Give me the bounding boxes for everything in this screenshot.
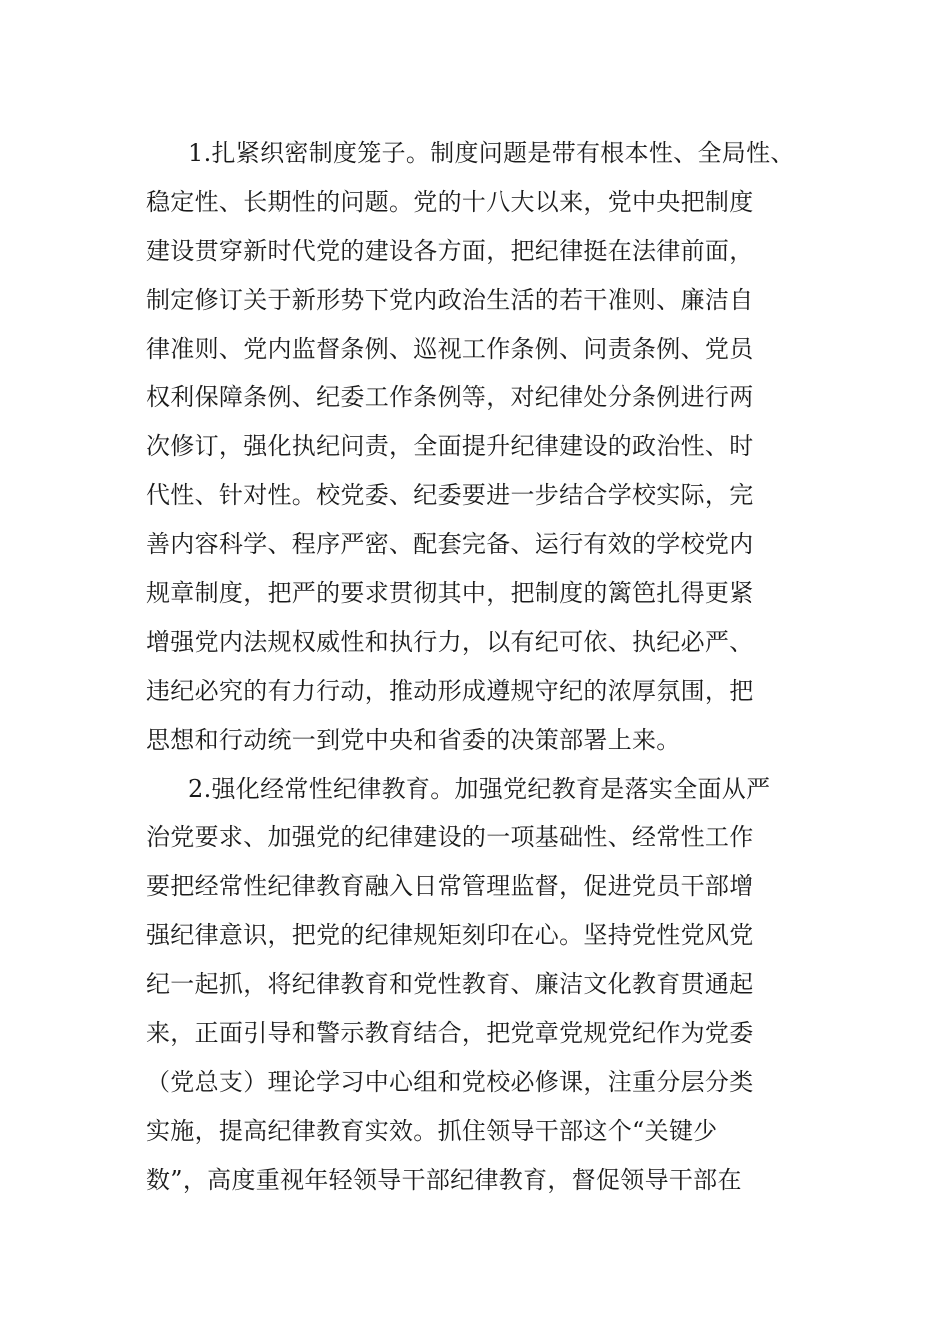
document-body — [146, 129, 826, 1205]
paragraph-1-line-3: 建设贯穿新时代党的建设各方面，把纪律挺在法律前面， — [146, 236, 754, 265]
paragraph-1-line-12: 违纪必究的有力行动，推动形成遵规守纪的浓厚氛围，把 — [146, 676, 754, 705]
paragraph-2-line-4: 强纪律意识，把党的纪律规矩刻印在心。坚持党性党风党 — [146, 921, 754, 950]
paragraph-1-line-5: 律准则、党内监督条例、巡视工作条例、问责条例、党员 — [146, 334, 754, 363]
paragraph-1-line-13: 思想和行动统一到党中央和省委的决策部署上来。 — [146, 725, 681, 754]
paragraph-2-line-8: 实施，提高纪律教育实效。抓住领导干部这个“关键少 — [146, 1116, 718, 1145]
paragraph-1-line-7: 次修订，强化执纪问责，全面提升纪律建设的政治性、时 — [146, 432, 754, 461]
paragraph-1-line-6: 权利保障条例、纪委工作条例等，对纪律处分条例进行两 — [146, 383, 754, 412]
paragraph-1-line-11: 增强党内法规权威性和执行力，以有纪可依、执纪必严、 — [146, 627, 754, 656]
paragraph-1-line-9: 善内容科学、程序严密、配套完备、运行有效的学校党内 — [146, 530, 754, 559]
paragraph-2-line-3: 要把经常性纪律教育融入日常管理监督，促进党员干部增 — [146, 872, 754, 901]
paragraph-1-line-2: 稳定性、长期性的问题。党的十八大以来，党中央把制度 — [146, 187, 754, 216]
paragraph-2-line-6: 来，正面引导和警示教育结合，把党章党规党纪作为党委 — [146, 1019, 754, 1048]
paragraph-1-line-8: 代性、针对性。校党委、纪委要进一步结合学校实际，完 — [146, 481, 754, 510]
paragraph-2-line-2: 治党要求、加强党的纪律建设的一项基础性、经常性工作 — [146, 823, 754, 852]
paragraph-1-line-4: 制定修订关于新形势下党内政治生活的若干准则、廉洁自 — [146, 285, 754, 314]
paragraph-1-line-1: 1.扎紧织密制度笼子。制度问题是带有根本性、全局性、 — [188, 139, 795, 167]
paragraph-2-line-9: 数”，高度重视年轻领导干部纪律教育，督促领导干部在 — [146, 1165, 742, 1194]
paragraph-2-line-5: 纪一起抓，将纪律教育和党性教育、廉洁文化教育贯通起 — [146, 970, 754, 999]
paragraph-2-line-7: （党总支）理论学习中心组和党校必修课，注重分层分类 — [146, 1067, 754, 1096]
paragraph-2-line-1: 2.强化经常性纪律教育。加强党纪教育是落实全面从严 — [188, 774, 771, 803]
paragraph-1-line-10: 规章制度，把严的要求贯彻其中，把制度的篱笆扎得更紧 — [146, 579, 754, 608]
